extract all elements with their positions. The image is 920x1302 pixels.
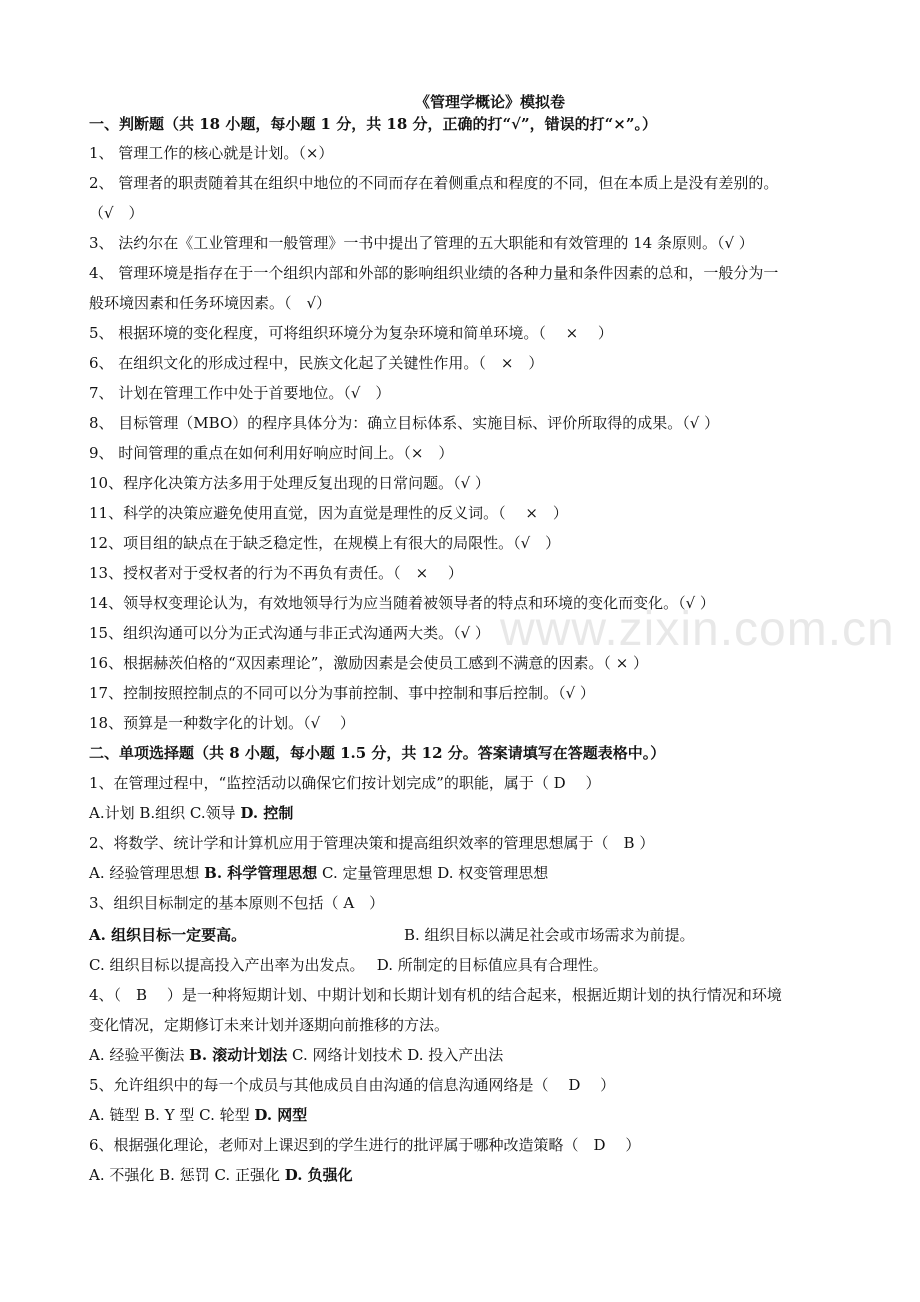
choice-q2-options (89, 863, 548, 883)
choice-q4-opt-rest: C. 网络计划技术 D. 投入产出法 (287, 1046, 504, 1064)
judge-item-9: 9、 时间管理的重点在如何利用好响应时间上。（× ） (89, 444, 454, 462)
choice-q1-stem: 1、在管理过程中，“监控活动以确保它们按计划完成”的职能，属于（ D ） (89, 774, 601, 792)
watermark: www.zixin.com.cn (500, 603, 895, 656)
choice-q5-options (89, 1105, 307, 1125)
judge-item-14: 14、领导权变理论认为，有效地领导行为应当随着被领导者的特点和环境的变化而变化。（√ ） (89, 594, 715, 612)
judge-item-10: 10、程序化决策方法多用于处理反复出现的日常问题。（√ ） (89, 474, 490, 492)
section2-heading: 二、单项选择题（共 8 小题，每小题 1.5 分，共 12 分。答案请填写在答题表格中。） (89, 744, 666, 762)
judge-item-4-cont: 般环境因素和任务环境因素。（ √） (89, 294, 332, 312)
page-title: 《管理学概论》模拟卷 (414, 93, 565, 111)
choice-q3-opt-b: B. 组织目标以满足社会或市场需求为前提。 (404, 926, 695, 944)
choice-q3-opt-cd: C. 组织目标以提高投入产出率为出发点。 D. 所制定的目标值应具有合理性。 (89, 956, 608, 974)
choice-q2-opt-a: A. 经验管理思想 (89, 864, 205, 882)
choice-q6-answer: D. 负强化 (284, 1166, 353, 1184)
choice-q5-answer: D. 网型 (254, 1106, 308, 1124)
judge-item-15: 15、组织沟通可以分为正式沟通与非正式沟通两大类。（√ ） (89, 624, 490, 642)
judge-item-11: 11、科学的决策应避免使用直觉，因为直觉是理性的反义词。（ × ） (89, 504, 568, 522)
choice-q3-answer: A. 组织目标一定要高。 (89, 926, 247, 944)
choice-q2-stem: 2、将数学、统计学和计算机应用于管理决策和提高组织效率的管理思想属于（ B ） (89, 834, 655, 852)
judge-item-6: 6、 在组织文化的形成过程中，民族文化起了关键性作用。（ × ） (89, 354, 544, 372)
judge-item-1: 1、 管理工作的核心就是计划。（×） (89, 144, 334, 162)
choice-q4-stem-1: 4、（ B ）是一种将短期计划、中期计划和长期计划有机的结合起来，根据近期计划的执行情况和环境 (89, 986, 782, 1004)
judge-item-8: 8、 目标管理（MBO）的程序具体分为：确立目标体系、实施目标、评价所取得的成果。（√ ） (89, 414, 720, 432)
choice-q3-stem: 3、组织目标制定的基本原则不包括（ A ） (89, 894, 385, 912)
choice-q5-stem: 5、允许组织中的每一个成员与其他成员自由沟通的信息沟通网络是（ D ） (89, 1076, 616, 1094)
judge-item-13: 13、授权者对于受权者的行为不再负有责任。（ × ） (89, 564, 463, 582)
judge-item-4: 4、 管理环境是指存在于一个组织内部和外部的影响组织业绩的各种力量和条件因素的总和，一般分为一 (89, 264, 779, 282)
choice-q6-stem: 6、根据强化理论，老师对上课迟到的学生进行的批评属于哪种改造策略（ D ） (89, 1136, 641, 1154)
choice-q2-answer: B. 科学管理思想 (204, 864, 318, 882)
choice-q4-options (89, 1045, 503, 1065)
choice-q1-options (89, 803, 293, 823)
choice-q4-opt-a: A. 经验平衡法 (89, 1046, 190, 1064)
choice-q6-opts: A. 不强化 B. 惩罚 C. 正强化 (89, 1166, 285, 1184)
choice-q5-opts: A. 链型 B. Y 型 C. 轮型 (89, 1106, 255, 1124)
judge-item-2: 2、 管理者的职责随着其在组织中地位的不同而存在着侧重点和程度的不同，但在本质上是没有差别的。 (89, 174, 779, 192)
judge-item-16: 16、根据赫茨伯格的“双因素理论”，激励因素是会使员工感到不满意的因素。（ × ） (89, 654, 649, 672)
judge-item-2-answer: （√ ） (89, 204, 144, 222)
choice-q1-opts: A.计划 B.组织 C.领导 (89, 804, 241, 822)
judge-item-12: 12、项目组的缺点在于缺乏稳定性，在规模上有很大的局限性。（√ ） (89, 534, 561, 552)
choice-q4-stem-2: 变化情况，定期修订未来计划并逐期向前推移的方法。 (89, 1016, 450, 1034)
judge-item-7: 7、 计划在管理工作中处于首要地位。（√ ） (89, 384, 391, 402)
judge-item-17: 17、控制按照控制点的不同可以分为事前控制、事中控制和事后控制。（√ ） (89, 684, 595, 702)
section1-heading: 一、判断题（共 18 小题，每小题 1 分，共 18 分，正确的打“√”，错误的打“×”。） (89, 115, 657, 133)
judge-item-3: 3、 法约尔在《工业管理和一般管理》一书中提出了管理的五大职能和有效管理的 14 条原则。（√ ） (89, 234, 754, 252)
judge-item-5: 5、 根据环境的变化程度，可将组织环境分为复杂环境和简单环境。（ × ） (89, 324, 613, 342)
choice-q4-answer: B. 滚动计划法 (189, 1046, 288, 1064)
choice-q1-answer: D. 控制 (240, 804, 294, 822)
choice-q6-options (89, 1165, 353, 1185)
judge-item-18: 18、预算是一种数字化的计划。（√ ） (89, 714, 355, 732)
choice-q2-opt-rest: C. 定量管理思想 D. 权变管理思想 (317, 864, 549, 882)
